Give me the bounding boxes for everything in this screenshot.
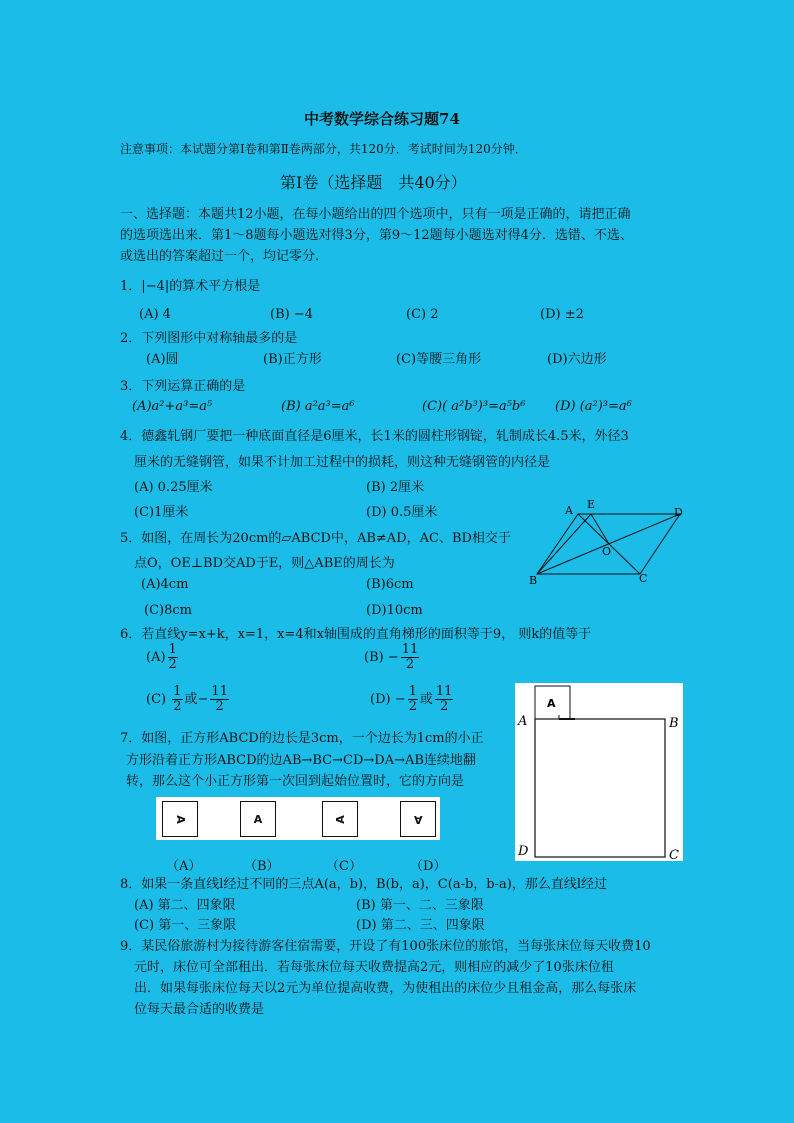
- question-7-line-3: 转，那么这个小正方形第一次回到起始位置时，它的方向是: [126, 774, 465, 789]
- q3-option-d: (D) (a²)³=a⁶: [555, 399, 632, 414]
- q5-option-d: (D)10cm: [366, 603, 423, 618]
- q8-option-a: (A) 第二、四象限: [134, 898, 236, 913]
- q6-option-c: (C) $\frac{1}{2}$ 或− $\frac{11}{2}$: [146, 684, 228, 714]
- fraction-11-2: $\frac{11}{2}$: [401, 642, 419, 672]
- q5-option-c: (C)8cm: [144, 603, 192, 618]
- question-1: [120, 275, 260, 294]
- q7-options-strip: [156, 797, 440, 840]
- q8-option-c: (C) 第一、三象限: [134, 918, 237, 933]
- question-9-line-1: 9．某民俗旅游村为接待游客住宿需要，开设了有100张床位的旅馆，当每张床位每天收费10: [120, 939, 651, 954]
- question-4-line-1: 4．德鑫轧钢厂要把一种底面直径是6厘米，长1米的圆柱形钢锭，轧制成长4.5米，外径3: [120, 429, 629, 444]
- label-d: D: [674, 506, 683, 519]
- q1-option-d: (D) ±2: [540, 307, 584, 322]
- q3-option-c: (C)( a²b³)³=a⁵b⁶: [422, 399, 526, 414]
- q6-option-b: (B) − $\frac{11}{2}$: [364, 642, 419, 672]
- square-label-b: B: [669, 716, 679, 731]
- q1-option-a: (A) 4: [139, 307, 171, 322]
- q2-option-a: (A)圆: [146, 352, 179, 367]
- q4-option-a: (A) 0.25厘米: [134, 480, 213, 495]
- label-o: O: [602, 545, 612, 558]
- square-figure-svg: [515, 683, 683, 861]
- q7-label-a: （A）: [166, 859, 202, 874]
- q4-option-c: (C)1厘米: [134, 505, 189, 520]
- question-8: 8．如果一条直线l经过不同的三点A(a，b)，B(b，a)，C(a-b，b-a)，那么直线l经过: [120, 877, 607, 892]
- question-9-line-2: 元时，床位可全部租出．若每张床位每天收费提高2元，则相应的减少了10张床位租: [134, 960, 614, 975]
- q7-square-d: A: [400, 801, 436, 837]
- q7-label-d: （D）: [410, 859, 447, 874]
- fraction-1-2: $\frac{1}{2}$: [168, 642, 177, 672]
- q6-option-a: (A) $\frac{1}{2}$: [146, 642, 177, 672]
- q7-square-b: A: [240, 801, 276, 837]
- q8-option-b: (B) 第一、二、三象限: [356, 898, 484, 913]
- q2-option-c: (C)等腰三角形: [396, 352, 482, 367]
- question-7-line-1: 7．如图，正方形ABCD的边长是3cm，一个边长为1cm的小正: [120, 731, 484, 746]
- q5-option-b: (B)6cm: [366, 577, 414, 592]
- section-heading: 第Ⅰ卷（选择题 共40分）: [280, 173, 467, 192]
- q8-option-d: (D) 第二、三、四象限: [356, 918, 485, 933]
- q1-option-c: (C) 2: [406, 307, 439, 322]
- q1-abs-expr: |−4|: [141, 279, 170, 294]
- page-title: 中考数学综合练习题74: [304, 110, 460, 128]
- square-label-a: A: [518, 714, 528, 729]
- label-e: E: [587, 498, 596, 511]
- q1-text: 的算术平方根是: [169, 279, 261, 294]
- notice: 注意事项：本试题分第Ⅰ卷和第Ⅱ卷两部分，共120分．考试时间为120分钟．: [120, 142, 527, 156]
- q7-label-c: （C）: [326, 859, 362, 874]
- question-6: 6．若直线y=x+k，x=1，x=4和x轴围成的直角梯形的面积等于9， 则k的值等于: [120, 627, 592, 642]
- q7-square-c: A: [322, 801, 358, 837]
- q3-option-a: (A)a²+a³=a⁵: [132, 399, 213, 414]
- q1-option-b: (B) −4: [270, 307, 313, 322]
- question-4-line-2: 厘米的无缝钢管，如果不计加工过程中的损耗，则这种无缝钢管的内径是: [134, 455, 551, 470]
- question-3: 3．下列运算正确的是: [120, 379, 246, 394]
- q7-label-b: （B）: [244, 859, 280, 874]
- question-7-line-2: 方形沿着正方形ABCD的边AB→BC→CD→DA→AB连续地翻: [126, 753, 476, 768]
- label-a: A: [565, 504, 573, 517]
- q5-option-a: (A)4cm: [141, 577, 189, 592]
- square-label-d: D: [518, 844, 529, 859]
- q4-option-d: (D) 0.5厘米: [366, 505, 438, 520]
- instruction-line-1: 一、选择题：本题共12小题，在每小题给出的四个选项中，只有一项是正确的，请把正确: [120, 207, 631, 222]
- square-figure: [515, 683, 683, 861]
- parallelogram-figure: [525, 496, 690, 588]
- q2-option-d: (D)六边形: [547, 352, 607, 367]
- q1-number: 1．: [120, 279, 142, 294]
- q7-square-a: A: [162, 801, 198, 837]
- label-b: B: [529, 574, 538, 587]
- instruction-line-2: 的选项选出来．第1～8题每小题选对得3分，第9～12题每小题选对得4分．选错、不选、: [120, 228, 633, 243]
- q4-option-b: (B) 2厘米: [366, 480, 425, 495]
- label-c: C: [639, 572, 648, 585]
- q2-option-b: (B)正方形: [263, 352, 322, 367]
- instruction-line-3: 或选出的答案超过一个，均记零分．: [120, 249, 329, 264]
- question-5-line-2: 点O，OE⊥BD交AD于E，则△ABE的周长为: [134, 556, 395, 571]
- square-label-c: C: [669, 848, 679, 861]
- question-9-line-4: 位每天最合适的收费是: [134, 1002, 265, 1017]
- question-2: 2．下列图形中对称轴最多的是: [120, 331, 298, 346]
- question-5-line-1: 5．如图，在周长为20cm的▱ABCD中，AB≠AD，AC、BD相交于: [120, 531, 511, 546]
- q6-option-d: (D) − $\frac{1}{2}$ 或 $\frac{11}{2}$: [370, 684, 453, 714]
- q3-option-b: (B) a²a³=a⁶: [281, 399, 355, 414]
- question-9-line-3: 出．如果每张床位每天以2元为单位提高收费，为使租出的床位少且租金高，那么每张床: [134, 981, 637, 996]
- small-square-letter: A: [547, 697, 556, 710]
